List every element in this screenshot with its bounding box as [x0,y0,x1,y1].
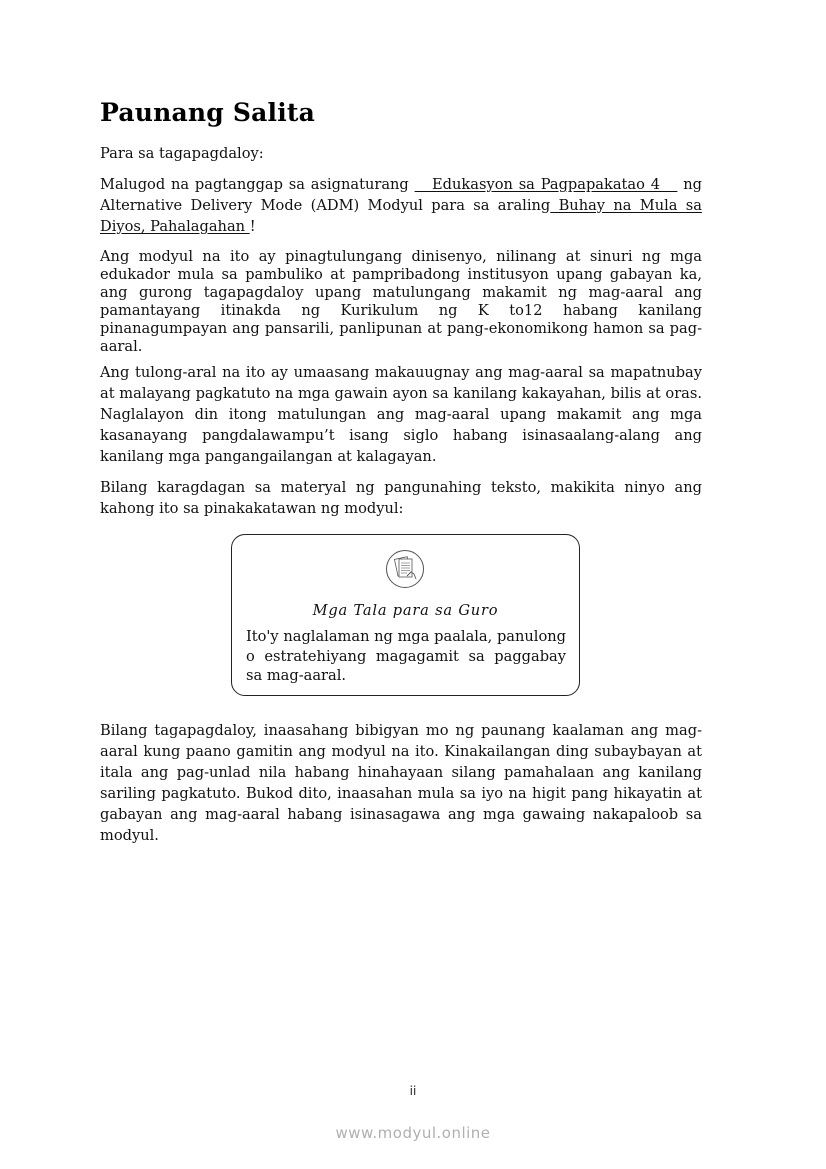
paragraph-box-intro: Bilang karagdagan sa materyal ng pangunahing teksto, makikita ninyo ang kahong ito sa pinakakatawan ng modyul: [100,479,702,517]
welcome-prefix: Malugod na pagtanggap sa asignaturang [100,176,415,193]
teacher-notes-title: Mga Tala para sa Guro [312,602,499,619]
watermark: www.modyul.online [335,1124,491,1142]
paragraph-aim: Ang tulong-aral na ito ay umaasang makauugnay ang mag-aaral sa mapatnubay at malayang pagkatuto na mga gawain ayon sa kanilang kakayahan, bilis at oras. Naglalayon din itong matulungan ang mag-aaral upang makamit ang mga kasanayang pangdalawampu’t isang siglo habang isinasaalang-alang ang kanilang mga pangangailangan at kalagayan. [100,364,702,465]
lesson-name: Buhay na Mula sa Diyos, Pahalagahan [100,197,703,235]
paragraph-facilitator: Bilang tagapagdaloy, inaasahang bibigyan mo ng paunang kaalaman ang mag-aaral kung paano gamitin ang modyul na ito. Kinakailangan ding subaybayan at itala ang pag-unlad nila habang hinahayaan silang pamahalaan ang kanilang sariling pagkatuto. Bukod dito, inaasahan mula sa iyo na higit pang hikayatin at gabayan ang mag-aaral habang isinasagawa ang mga gawaing nakapaloob sa modyul. [100,722,702,844]
salutation: Para sa tagapagdaloy: [100,145,264,162]
subject-name: Edukasyon sa Pagpapakatao 4 [414,176,678,193]
welcome-paragraph [100,174,702,237]
page-number: ii [409,1084,417,1098]
page-title: Paunang Salita [100,98,316,127]
paragraph-purpose: Ang modyul na ito ay pinagtulungang dinisenyo, nilinang at sinuri ng mga edukador mula sa pambuliko at pampribadong institusyon upang gabayan ka, ang gurong tagapagdaloy upang matulungang makamit ng mag-aaral ang pamantayang itinakda ng Kurikulum ng K to12 habang kanilang pinanagumpayan ang pansarili, panlipunan at pang-ekonomikong hamon sa pag-aaral. [100,248,702,355]
teacher-notes-body: Ito'y naglalaman ng mga paalala, panulong o estratehiyang magagamit sa paggabay sa mag-aaral. [246,628,566,684]
teacher-notes-box [231,534,580,696]
welcome-middle: ng Alternative Delivery Mode (ADM) Modyul para sa araling [100,176,702,214]
teacher-notes-icon [385,549,425,589]
welcome-suffix: ! [249,218,256,235]
